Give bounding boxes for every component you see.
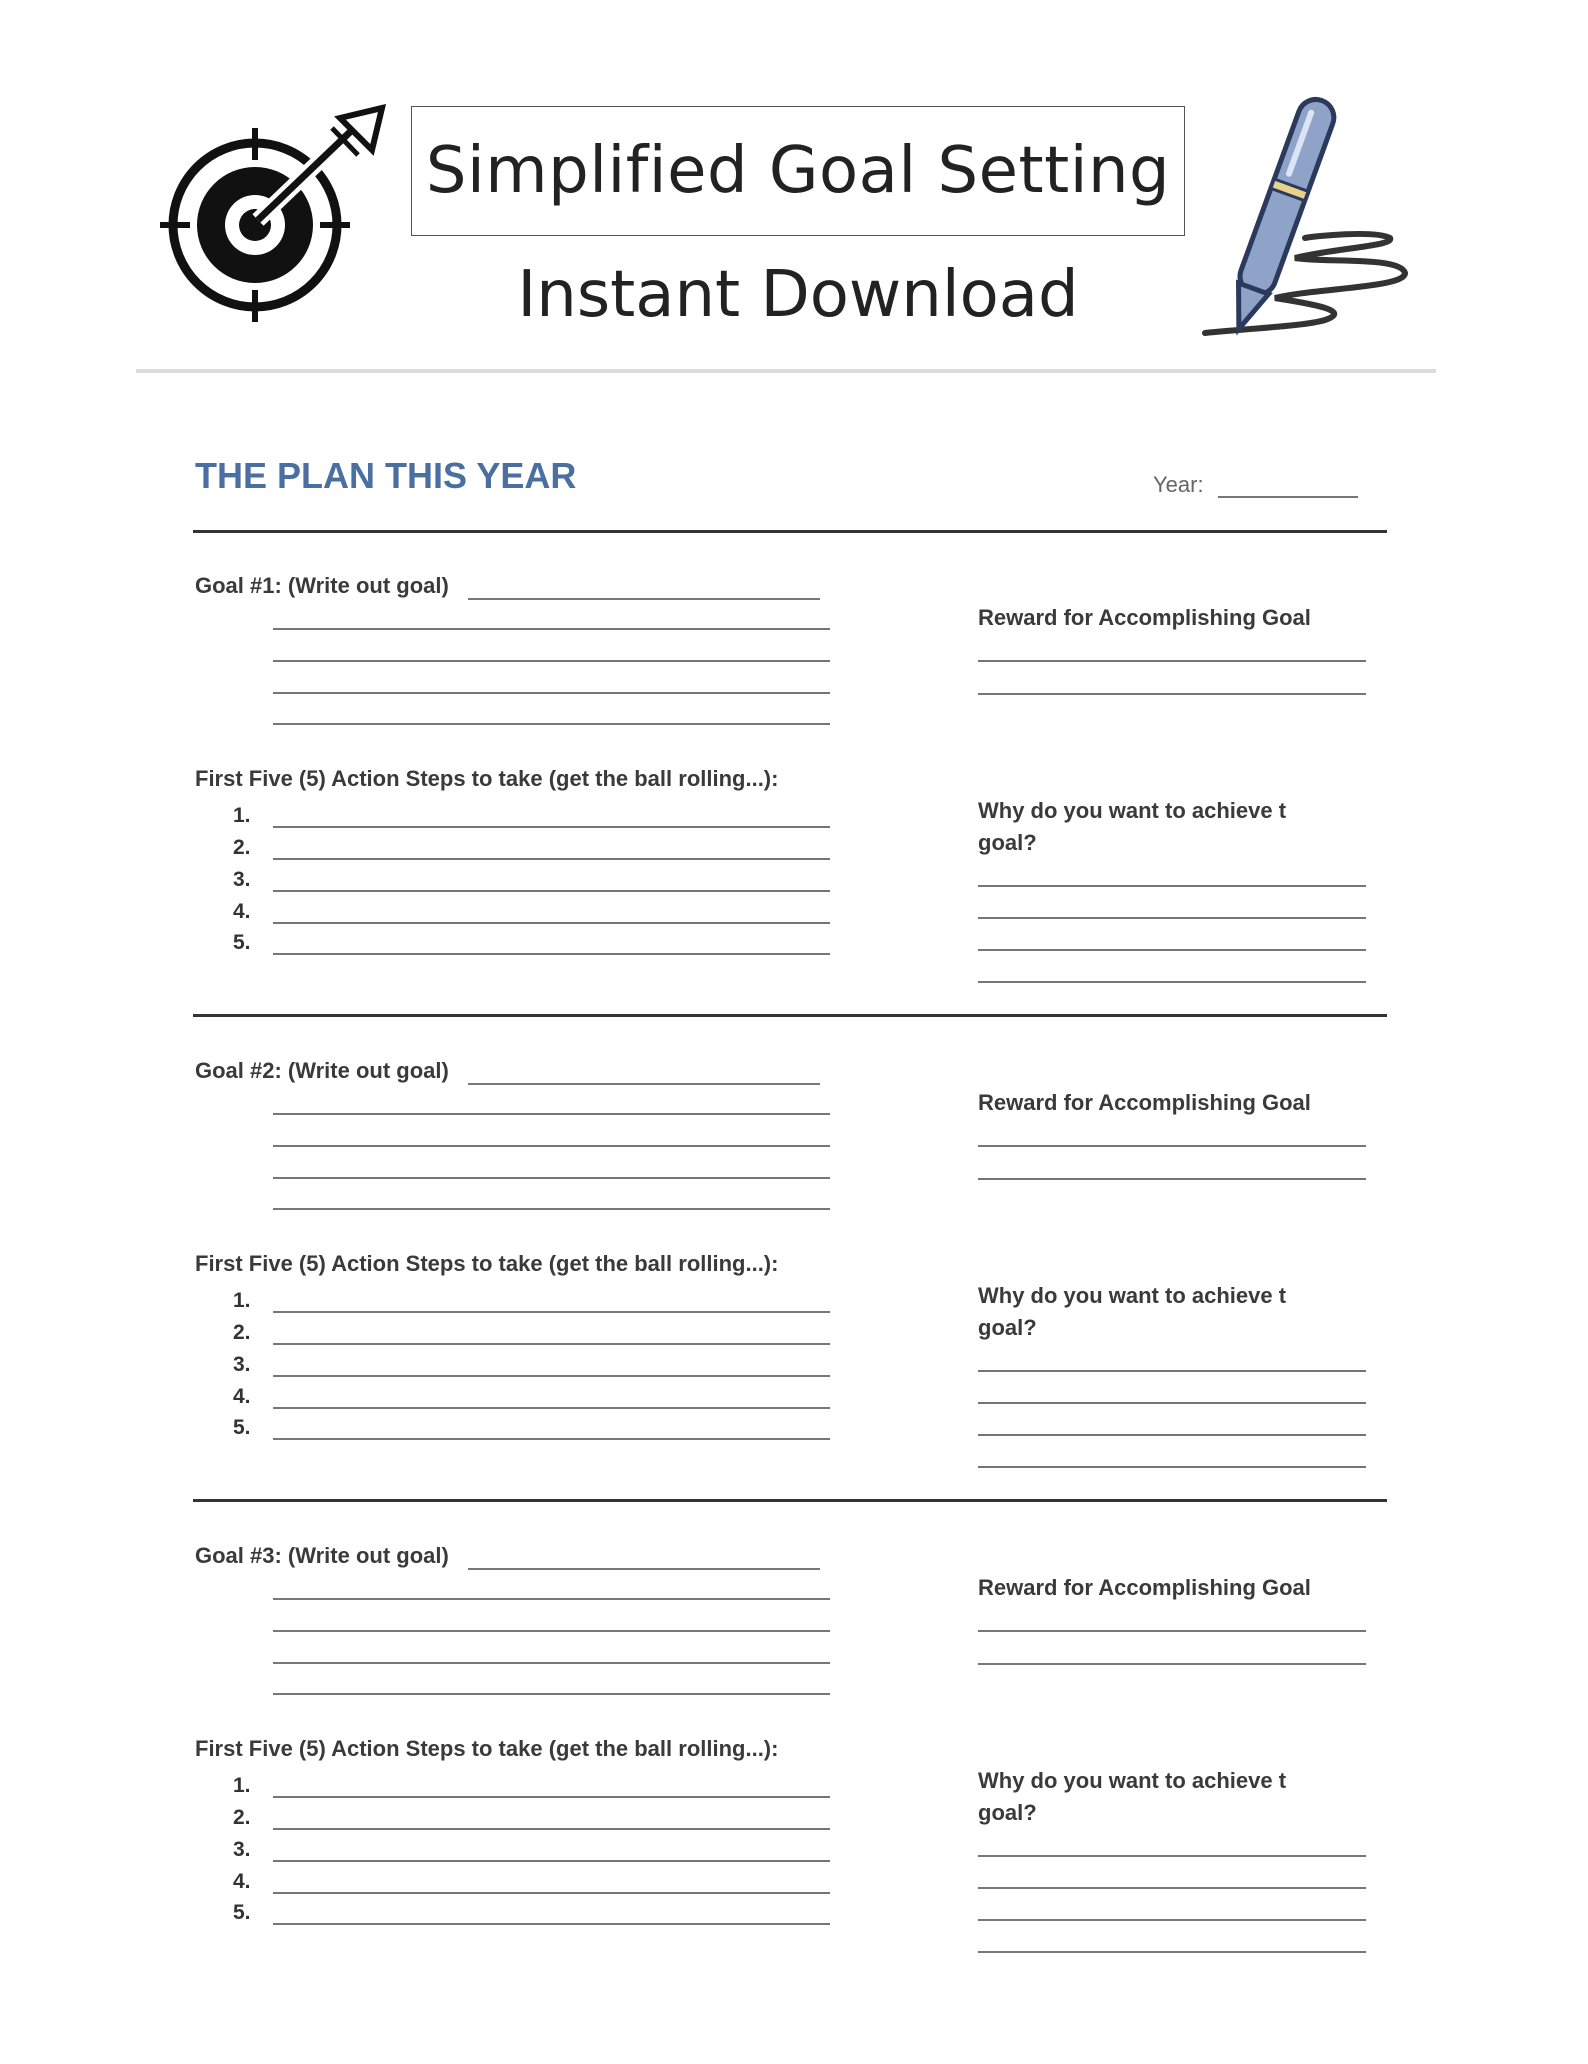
action-step-line[interactable]	[273, 1892, 830, 1894]
goal-write-line[interactable]	[468, 1568, 820, 1570]
step-number: 5.	[233, 931, 251, 954]
step-number: 3.	[233, 1838, 251, 1861]
action-steps-label: First Five (5) Action Steps to take (get the ball rolling...):	[195, 766, 779, 791]
target-with-arrow-icon	[150, 100, 390, 330]
goal-write-line[interactable]	[273, 1177, 830, 1179]
action-step-line[interactable]	[273, 922, 830, 924]
why-write-line[interactable]	[978, 1434, 1366, 1436]
reward-write-line[interactable]	[978, 1145, 1366, 1147]
action-step-line[interactable]	[273, 953, 830, 955]
goal-write-line[interactable]	[273, 1145, 830, 1147]
step-number: 2.	[233, 836, 251, 859]
goal-write-line[interactable]	[273, 1113, 830, 1115]
goal-write-line[interactable]	[468, 598, 820, 600]
why-write-line[interactable]	[978, 1370, 1366, 1372]
goal-label: Goal #3: (Write out goal)	[195, 1543, 449, 1568]
subtitle: Instant Download	[517, 258, 1079, 332]
section-divider	[193, 1014, 1387, 1017]
header-divider	[136, 369, 1436, 373]
step-number: 3.	[233, 868, 251, 891]
reward-write-line[interactable]	[978, 693, 1366, 695]
why-label: Why do you want to achieve t	[978, 798, 1287, 823]
action-step-line[interactable]	[273, 1796, 830, 1798]
why-write-line[interactable]	[978, 1887, 1366, 1889]
goal-write-line[interactable]	[273, 1662, 830, 1664]
goal-write-line[interactable]	[468, 1083, 820, 1085]
goal-write-line[interactable]	[273, 660, 830, 662]
reward-label: Reward for Accomplishing Goal	[978, 1575, 1311, 1600]
pen-signature-icon	[1195, 88, 1430, 348]
why-write-line[interactable]	[978, 1919, 1366, 1921]
reward-write-line[interactable]	[978, 1663, 1366, 1665]
goal-write-line[interactable]	[273, 1693, 830, 1695]
reward-write-line[interactable]	[978, 1630, 1366, 1632]
why-write-line[interactable]	[978, 1855, 1366, 1857]
action-step-line[interactable]	[273, 1860, 830, 1862]
reward-write-line[interactable]	[978, 660, 1366, 662]
why-write-line[interactable]	[978, 1402, 1366, 1404]
why-write-line[interactable]	[978, 885, 1366, 887]
action-step-line[interactable]	[273, 858, 830, 860]
step-number: 3.	[233, 1353, 251, 1376]
step-number: 2.	[233, 1806, 251, 1829]
document-title: THE PLAN THIS YEAR	[195, 455, 577, 496]
year-field-line[interactable]	[1218, 496, 1358, 498]
action-step-line[interactable]	[273, 1375, 830, 1377]
step-number: 1.	[233, 1774, 251, 1797]
reward-label: Reward for Accomplishing Goal	[978, 1090, 1311, 1115]
step-number: 2.	[233, 1321, 251, 1344]
action-steps-label: First Five (5) Action Steps to take (get the ball rolling...):	[195, 1251, 779, 1276]
action-step-line[interactable]	[273, 1407, 830, 1409]
year-label: Year:	[1153, 472, 1204, 497]
why-write-line[interactable]	[978, 981, 1366, 983]
reward-write-line[interactable]	[978, 1178, 1366, 1180]
why-write-line[interactable]	[978, 949, 1366, 951]
why-label-continued: goal?	[978, 1800, 1037, 1825]
step-number: 4.	[233, 900, 251, 923]
action-step-line[interactable]	[273, 1923, 830, 1925]
why-label: Why do you want to achieve t	[978, 1768, 1287, 1793]
why-label-continued: goal?	[978, 1315, 1037, 1340]
goal-write-line[interactable]	[273, 1208, 830, 1210]
step-number: 1.	[233, 804, 251, 827]
action-step-line[interactable]	[273, 1828, 830, 1830]
action-step-line[interactable]	[273, 1343, 830, 1345]
goal-write-line[interactable]	[273, 723, 830, 725]
step-number: 1.	[233, 1289, 251, 1312]
action-step-line[interactable]	[273, 826, 830, 828]
step-number: 5.	[233, 1416, 251, 1439]
goal-label: Goal #1: (Write out goal)	[195, 573, 449, 598]
why-write-line[interactable]	[978, 1466, 1366, 1468]
step-number: 5.	[233, 1901, 251, 1924]
step-number: 4.	[233, 1385, 251, 1408]
section-divider	[193, 530, 1387, 533]
why-label-continued: goal?	[978, 830, 1037, 855]
action-step-line[interactable]	[273, 1438, 830, 1440]
section-divider	[193, 1499, 1387, 1502]
reward-label: Reward for Accomplishing Goal	[978, 605, 1311, 630]
goal-write-line[interactable]	[273, 1630, 830, 1632]
step-number: 4.	[233, 1870, 251, 1893]
goal-write-line[interactable]	[273, 692, 830, 694]
action-step-line[interactable]	[273, 1311, 830, 1313]
why-write-line[interactable]	[978, 917, 1366, 919]
page-title: Simplified Goal Setting	[425, 134, 1171, 208]
title-box	[411, 106, 1185, 236]
goal-write-line[interactable]	[273, 1598, 830, 1600]
action-step-line[interactable]	[273, 890, 830, 892]
why-write-line[interactable]	[978, 1951, 1366, 1953]
goal-write-line[interactable]	[273, 628, 830, 630]
action-steps-label: First Five (5) Action Steps to take (get the ball rolling...):	[195, 1736, 779, 1761]
why-label: Why do you want to achieve t	[978, 1283, 1287, 1308]
goal-label: Goal #2: (Write out goal)	[195, 1058, 449, 1083]
